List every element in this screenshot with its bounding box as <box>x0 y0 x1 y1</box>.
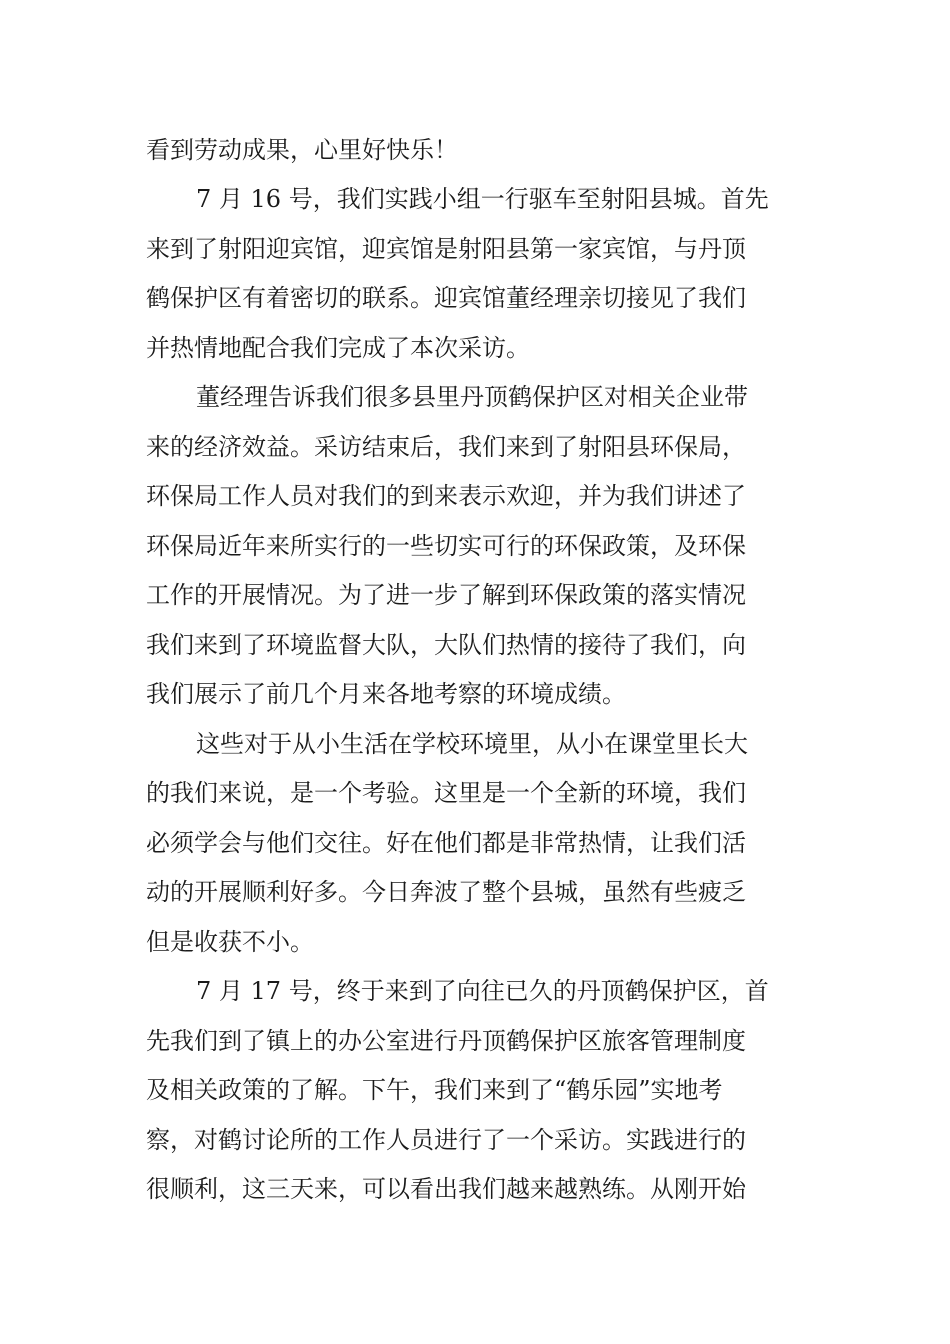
text-line: 我们来到了环境监督大队，大队们热情的接待了我们，向 <box>146 631 746 659</box>
text-line: 很顺利，这三天来，可以看出我们越来越熟练。从刚开始 <box>146 1175 746 1203</box>
text-line: 及相关政策的了解。下午，我们来到了“鹤乐园”实地考 <box>146 1076 723 1104</box>
text-line: 7 月 17 号，终于来到了向往已久的丹顶鹤保护区，首 <box>196 977 769 1005</box>
text-line: 鹤保护区有着密切的联系。迎宾馆董经理亲切接见了我们 <box>146 284 746 312</box>
text-line: 我们展示了前几个月来各地考察的环境成绩。 <box>146 680 626 708</box>
text-line: 来到了射阳迎宾馆，迎宾馆是射阳县第一家宾馆，与丹顶 <box>146 235 746 263</box>
text-line: 并热情地配合我们完成了本次采访。 <box>146 334 530 362</box>
text-line: 察，对鹤讨论所的工作人员进行了一个采访。实践进行的 <box>146 1126 746 1154</box>
text-line: 的我们来说，是一个考验。这里是一个全新的环境，我们 <box>146 779 746 807</box>
text-line: 先我们到了镇上的办公室进行丹顶鹤保护区旅客管理制度 <box>146 1027 746 1055</box>
text-line: 必须学会与他们交往。好在他们都是非常热情，让我们活 <box>146 829 746 857</box>
text-line: 这些对于从小生活在学校环境里，从小在课堂里长大 <box>196 730 748 758</box>
text-line: 工作的开展情况。为了进一步了解到环保政策的落实情况 <box>146 581 746 609</box>
text-line: 董经理告诉我们很多县里丹顶鹤保护区对相关企业带 <box>196 383 748 411</box>
text-line: 环保局近年来所实行的一些切实可行的环保政策，及环保 <box>146 532 746 560</box>
text-line: 但是收获不小。 <box>146 928 314 956</box>
text-line: 看到劳动成果，心里好快乐！ <box>146 136 458 164</box>
text-line: 来的经济效益。采访结束后，我们来到了射阳县环保局， <box>146 433 746 461</box>
text-line: 动的开展顺利好多。今日奔波了整个县城，虽然有些疲乏 <box>146 878 746 906</box>
text-line: 7 月 16 号，我们实践小组一行驱车至射阳县城。首先 <box>196 185 769 213</box>
text-line: 环保局工作人员对我们的到来表示欢迎，并为我们讲述了 <box>146 482 746 510</box>
